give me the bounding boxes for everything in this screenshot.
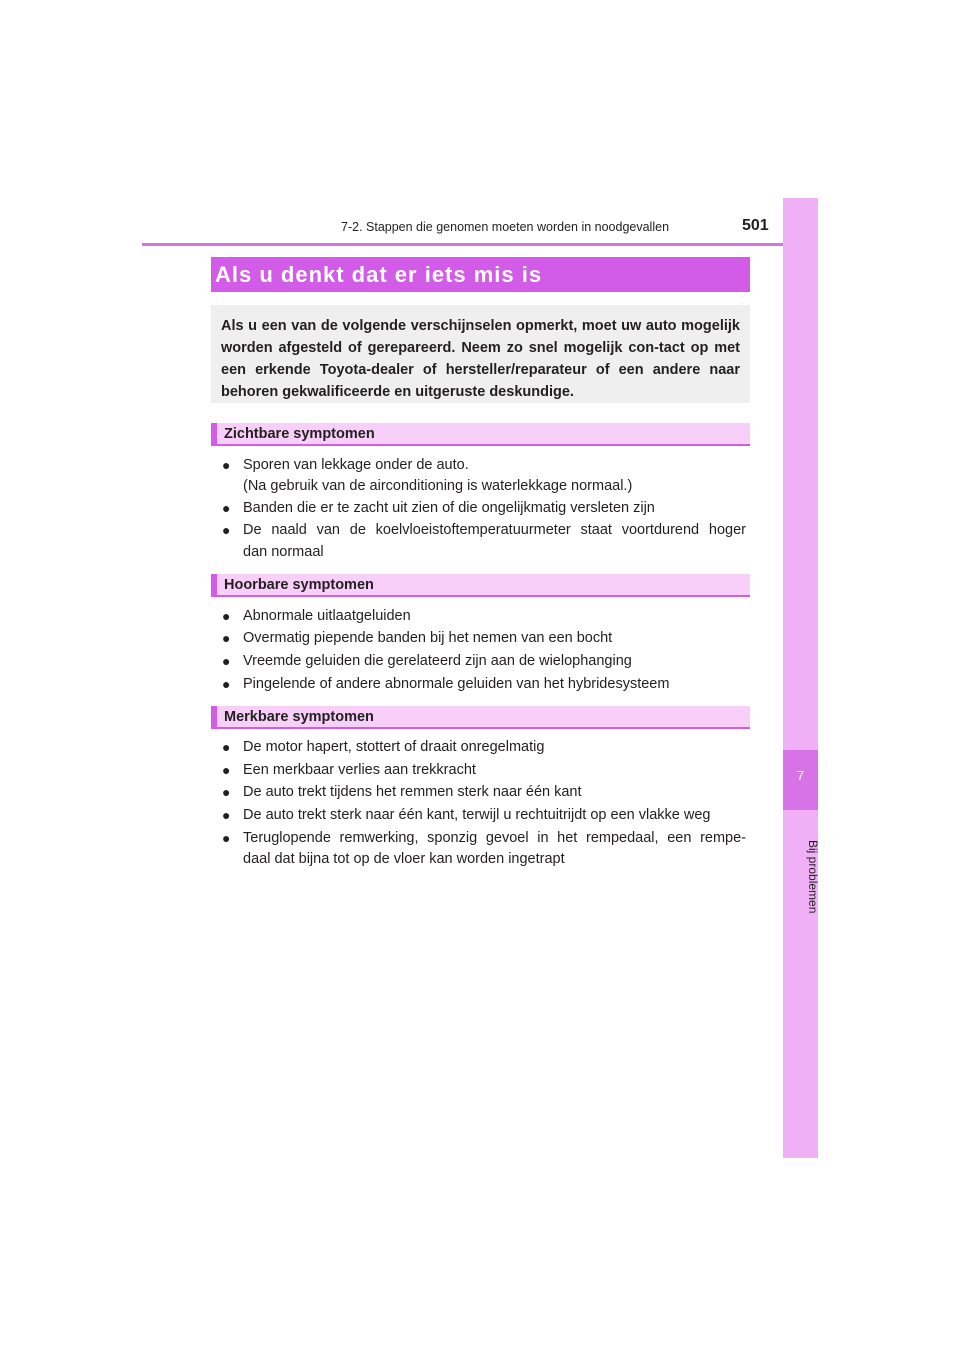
list-item xyxy=(222,497,746,519)
list-item xyxy=(222,827,746,849)
list-item-continuation xyxy=(222,848,746,870)
running-header: 7-2. Stappen die genomen moeten worden in noodgevallen xyxy=(341,220,670,234)
intro-box xyxy=(211,305,750,403)
bullet-icon: ● xyxy=(222,762,231,778)
bullet-icon: ● xyxy=(222,739,231,755)
bullet-icon: ● xyxy=(222,830,231,846)
page-title: Als u denkt dat er iets mis is xyxy=(211,257,750,292)
list-item xyxy=(222,519,746,541)
bullet-icon: ● xyxy=(222,807,231,823)
bullet-icon: ● xyxy=(222,784,231,800)
section-heading-audible: Hoorbare symptomen xyxy=(211,574,750,597)
list-item-text: Teruglopende remwerking, sponzig gevoel in het rempedaal, een rempe- xyxy=(243,830,746,846)
list-item xyxy=(222,759,746,781)
list-item-continuation xyxy=(222,475,746,497)
list-item-text: Overmatig piepende banden bij het nemen van een bocht xyxy=(243,630,613,646)
list-item xyxy=(222,781,746,803)
list-item xyxy=(222,650,746,672)
list-item xyxy=(222,673,746,695)
bullet-icon: ● xyxy=(222,608,231,624)
list-item-text: De naald van de koelvloeistoftemperatuurmeter staat voortdurend hoger xyxy=(243,522,746,538)
list-item-text: dan normaal xyxy=(243,544,324,560)
list-item-text: Pingelende of andere abnormale geluiden van het hybridesysteem xyxy=(243,676,670,692)
list-item-continuation xyxy=(222,541,746,563)
chapter-number: 7 xyxy=(796,768,805,783)
bullet-icon: ● xyxy=(222,457,231,473)
intro-text: Als u een van de volgende verschijnselen opmerkt, moet uw auto mogelijk worden afgesteld of gerepareerd. Neem zo snel mogelijk con-tact op met een erkende Toyota-dealer of hersteller/reparateur of een andere naar behoren gekwalificeerde en uitgeruste deskundige. xyxy=(221,318,740,400)
header-rule xyxy=(142,243,818,246)
bullet-icon: ● xyxy=(222,676,231,692)
chapter-label: Bij problemen xyxy=(806,840,820,914)
list-item-text: De auto trekt tijdens het remmen sterk naar één kant xyxy=(243,784,582,800)
list-item-text: Vreemde geluiden die gerelateerd zijn aan de wielophanging xyxy=(243,653,632,669)
list-item xyxy=(222,605,746,627)
bullet-icon: ● xyxy=(222,500,231,516)
list-item-text: De motor hapert, stottert of draait onregelmatig xyxy=(243,739,545,755)
list-item-text: (Na gebruik van de airconditioning is waterlekkage normaal.) xyxy=(243,478,633,494)
list-item xyxy=(222,627,746,649)
list-item-text: daal dat bijna tot op de vloer kan worden ingetrapt xyxy=(243,851,565,867)
section-heading-visible: Zichtbare symptomen xyxy=(211,423,750,446)
list-item-text: Sporen van lekkage onder de auto. xyxy=(243,457,469,473)
chapter-tab-strip xyxy=(783,198,818,1158)
list-item-text: Banden die er te zacht uit zien of die ongelijkmatig versleten zijn xyxy=(243,500,655,516)
list-item-text: Een merkbaar verlies aan trekkracht xyxy=(243,762,476,778)
list-item-text: Abnormale uitlaatgeluiden xyxy=(243,608,411,624)
bullet-icon: ● xyxy=(222,522,231,538)
list-item-text: De auto trekt sterk naar één kant, terwijl u rechtuitrijdt op een vlakke weg xyxy=(243,807,711,823)
list-item xyxy=(222,454,746,476)
section-heading-noticeable: Merkbare symptomen xyxy=(211,706,750,729)
list-item xyxy=(222,736,746,758)
bullet-icon: ● xyxy=(222,653,231,669)
bullet-icon: ● xyxy=(222,630,231,646)
page-number: 501 xyxy=(742,217,769,234)
list-item xyxy=(222,804,746,826)
